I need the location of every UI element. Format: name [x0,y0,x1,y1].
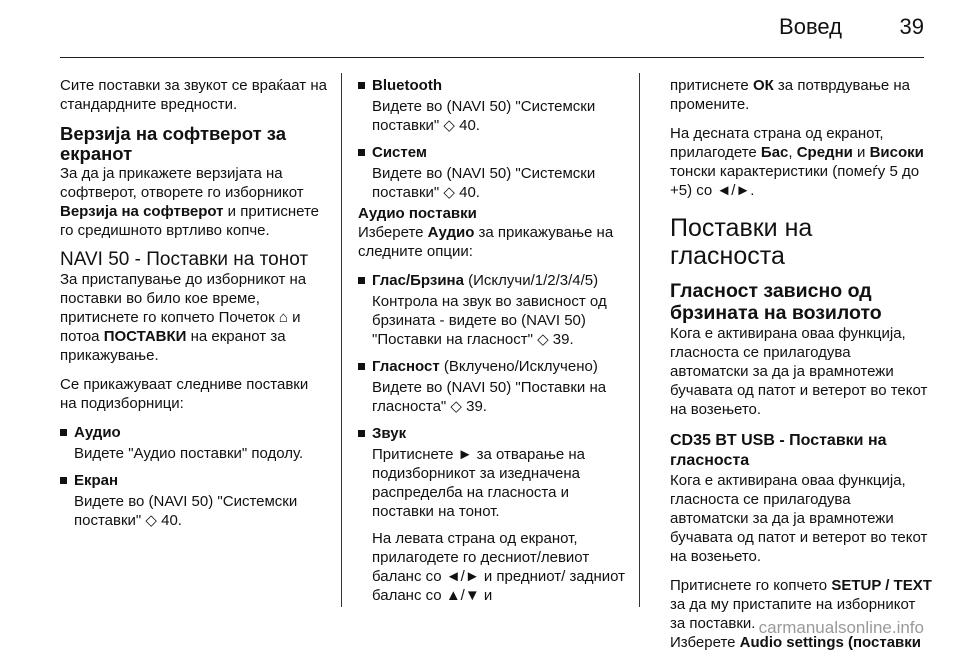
paragraph: За да ја прикажете верзијата на софтверот, отворете го изборникот Верзија на софтверот и притиснете го средишното вртливо копче. [60,165,319,239]
bullet-icon [358,277,365,284]
column-2 [358,76,626,613]
list-item-text: Притиснете ► за отварање на подизборникот за изедначена распределба на гласноста и поставки на тонот. [372,446,586,520]
watermark: carmanualsonline.info [758,618,924,637]
heading-cd35: CD35 BT USB - Поставки на гласноста [670,432,887,469]
list-item-text: Видете во (NAVI 50) "Поставки на гласноста" ◇ 39. [372,379,607,415]
column-3 [670,76,932,662]
bullet-icon [358,82,365,89]
paragraph: Притиснете го копчето SETUP / TEXT за да му пристапите на изборникот за поставки. [670,577,932,632]
paragraph: притиснете ОК за потврдување на промените. [670,77,911,113]
paragraph: Изберете Аудио за прикажување на следните опции: [358,224,614,260]
bullet-icon [60,429,67,436]
list-item: Гласност (Вклучено/Исклучено) [358,357,626,376]
column-1 [60,76,328,538]
list-item-text: Видете во (NAVI 50) "Системски поставки" ◇ 40. [372,165,596,201]
paragraph: На десната страна од екранот, прилагодете Бас, Средни и Високи тонски карактеристики (помеѓу 5 до +5) со ◄/►. [670,125,924,199]
list-item-text: Видете "Аудио поставки" подолу. [74,445,304,462]
list-item-text: Контрола на звук во зависност од брзината - видете во (NAVI 50) "Поставки на гласност" ◇ 39. [372,293,607,348]
column-divider-1 [341,73,342,607]
heading-audio-settings: Аудио поставки [358,205,477,222]
home-icon: ⌂ [278,309,288,326]
heading-navi-sound: NAVI 50 - Поставки на тонот [60,249,309,270]
paragraph: Кога е активирана оваа функција, гласноста се прилагодува автоматски за да ја врамнотежи бучавата од патот и ветерот во текот на возењето. [670,472,928,565]
bullet-icon [358,430,365,437]
list-item: Глас/Брзина (Исклучи/1/2/3/4/5) [358,271,626,290]
heading-software-version: Верзија на софтверот за екранот [60,123,287,164]
list-item: Bluetooth [358,76,626,95]
paragraph: Сите поставки за звукот се враќаат на стандардните вредности. [60,77,327,113]
list-item: Систем [358,143,626,162]
paragraph: Кога е активирана оваа функција, гласноста се прилагодува автоматски за да ја врамнотежи бучавата од патот и ветерот во текот на возењето. [670,325,928,418]
heading-speed-volume: Гласност зависно од брзината на возилото [670,280,882,324]
column-divider-2 [639,73,640,607]
header-rule [60,57,924,58]
bullet-icon [358,363,365,370]
page-number: 39 [899,14,924,39]
paragraph: Изберете Audio settings (поставки [670,634,921,651]
paragraph: За пристапување до изборникот на поставки во било кое време, притиснете го копчето Почеток ⌂ и потоа ПОСТАВКИ на екранот за прикажување. [60,271,307,364]
list-item-text: Видете во (NAVI 50) "Системски поставки" ◇ 40. [372,98,596,134]
bullet-icon [358,149,365,156]
bullet-icon [60,477,67,484]
list-item: Екран [60,471,328,490]
list-item-text: Видете во (NAVI 50) "Системски поставки" ◇ 40. [74,493,298,529]
list-item: Аудио [60,423,328,442]
list-item-text: На левата страна од екранот, прилагодете го десниот/левиот баланс со ◄/► и предниот/ задниот баланс со ▲/▼ и [372,530,626,604]
list-item: Звук [358,424,626,443]
section-title: Вовед [779,14,842,39]
paragraph: Се прикажуваат следниве поставки на подизборници: [60,376,309,412]
heading-volume-settings: Поставки на гласноста [670,214,813,270]
